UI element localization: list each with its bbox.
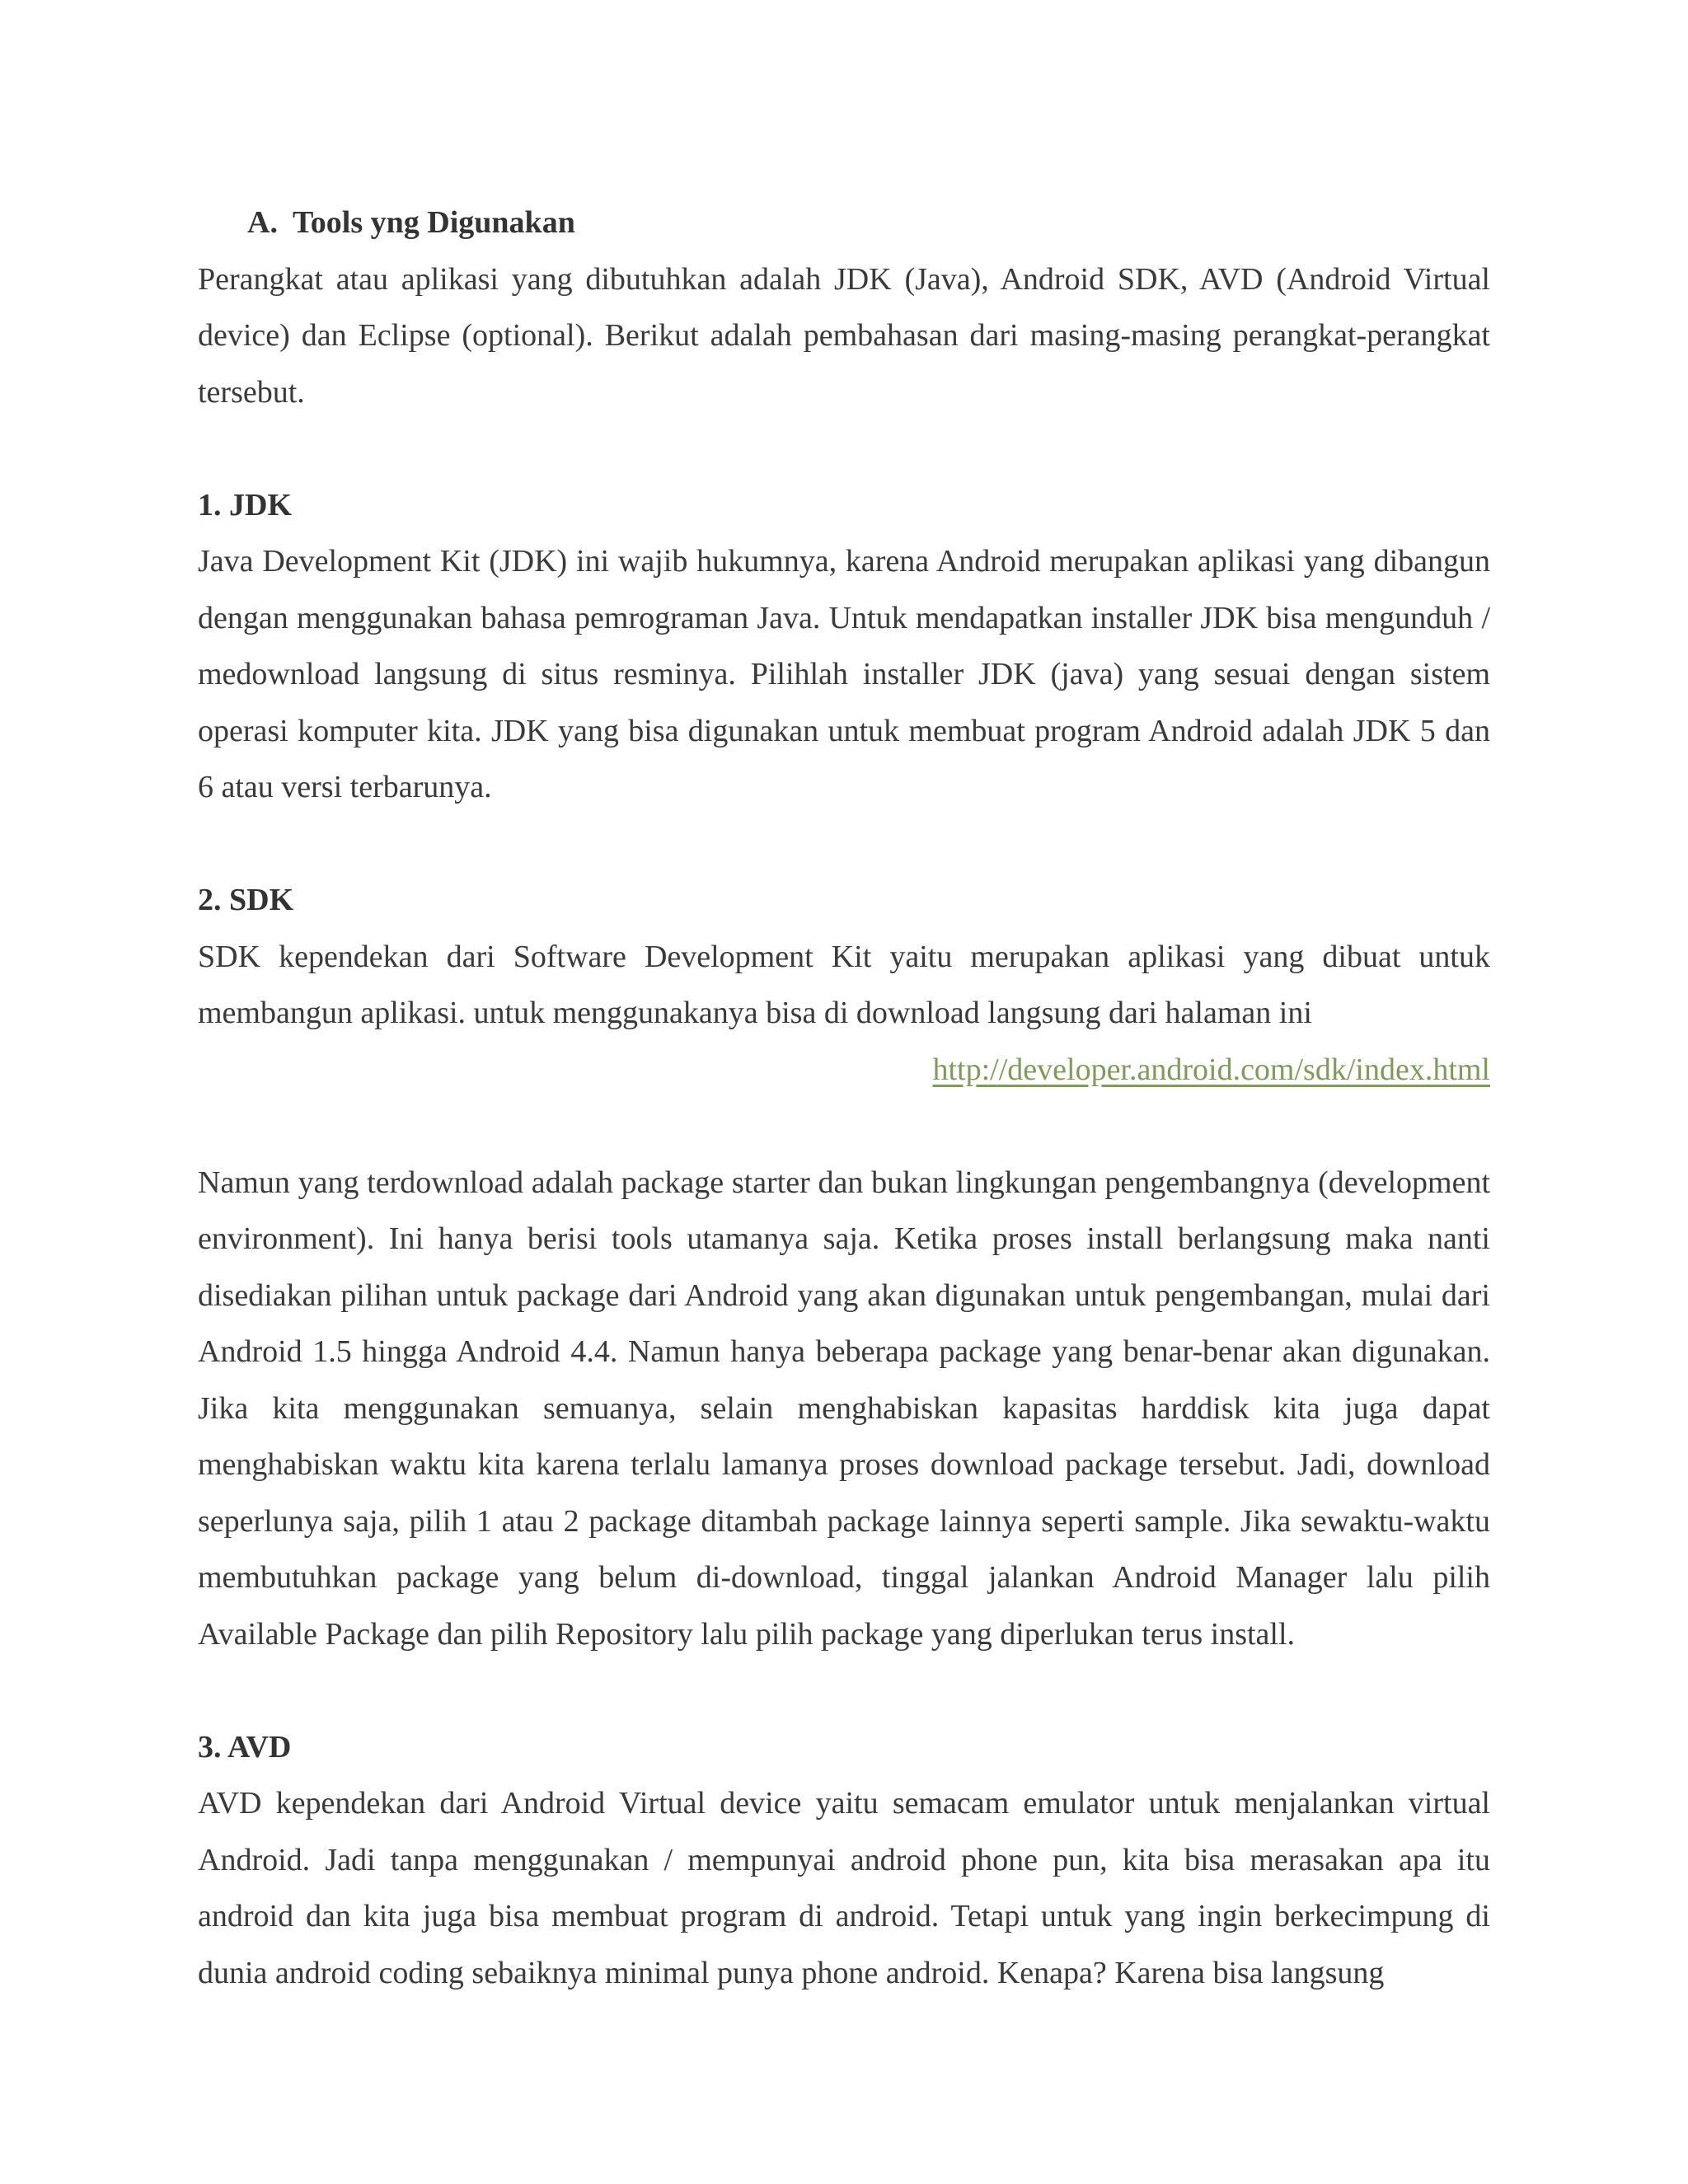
spacer — [198, 816, 1490, 873]
avd-paragraph: AVD kependekan dari Android Virtual device yaitu semacam emulator untuk menjalankan virtual Android. Jadi tanpa menggunakan / mempunyai android phone pun, kita bisa merasakan apa itu android dan kita juga bisa membuat program di android. Tetapi untuk yang ingin berkecimpung di dunia android coding sebaiknya minimal punya phone android. Kenapa? Karena bisa langsung — [198, 1786, 1490, 1990]
section-a-heading — [247, 194, 1490, 251]
spacer — [198, 1662, 1490, 1719]
jdk-paragraph: Java Development Kit (JDK) ini wajib hukumnya, karena Android merupakan aplikasi yang dibangun dengan menggunakan bahasa pemrograman Java. Untuk mendapatkan installer JDK bisa mengunduh / medownload langsung di situs resminya. Pilihlah installer JDK (java) yang sesuai dengan sistem operasi komputer kita. JDK yang bisa digunakan untuk membuat program Android adalah JDK 5 dan 6 atau versi terbarunya. — [198, 544, 1490, 804]
sdk-heading: 2. SDK — [198, 883, 294, 917]
document-page — [198, 194, 1490, 2001]
sdk-download-link[interactable]: http://developer.android.com/sdk/index.html — [932, 1052, 1490, 1087]
sdk-link-line — [198, 1042, 1490, 1099]
spacer — [198, 1098, 1490, 1155]
spacer — [198, 420, 1490, 477]
jdk-heading: 1. JDK — [198, 487, 292, 523]
section-a-intro: Perangkat atau aplikasi yang dibutuhkan adalah JDK (Java), Android SDK, AVD (Android Virtual device) dan Eclipse (optional). Berikut adalah pembahasan dari masing-masing perangkat-perangkat tersebut. — [198, 261, 1490, 410]
sdk-paragraph-2: Namun yang terdownload adalah package starter dan bukan lingkungan pengembangnya (development environment). Ini hanya berisi tools utamanya saja. Ketika proses install berlangsung maka nanti disediakan pilihan untuk package dari Android yang akan digunakan untuk pengembangan, mulai dari Android 1.5 hingga Android 4.4. Namun hanya beberapa package yang benar-benar akan digunakan. Jika kita menggunakan semuanya, selain menghabiskan kapasitas harddisk kita juga dapat menghabiskan waktu kita karena terlalu lamanya proses download package tersebut. Jadi, download seperlunya saja, pilih 1 atau 2 package ditambah package lainnya seperti sample. Jika sewaktu-waktu membutuhkan package yang belum di-download, tinggal jalankan Android Manager lalu pilih Available Package dan pilih Repository lalu pilih package yang diperlukan terus install. — [198, 1165, 1490, 1652]
section-a-title: Tools yng Digunakan — [292, 205, 575, 240]
section-a-marker: A. — [247, 205, 278, 240]
avd-heading: 3. AVD — [198, 1729, 292, 1765]
sdk-paragraph: SDK kependekan dari Software Development Kit yaitu merupakan aplikasi yang dibuat untuk membangun aplikasi. untuk menggunakanya bisa di download langsung dari halaman ini — [198, 939, 1490, 1030]
